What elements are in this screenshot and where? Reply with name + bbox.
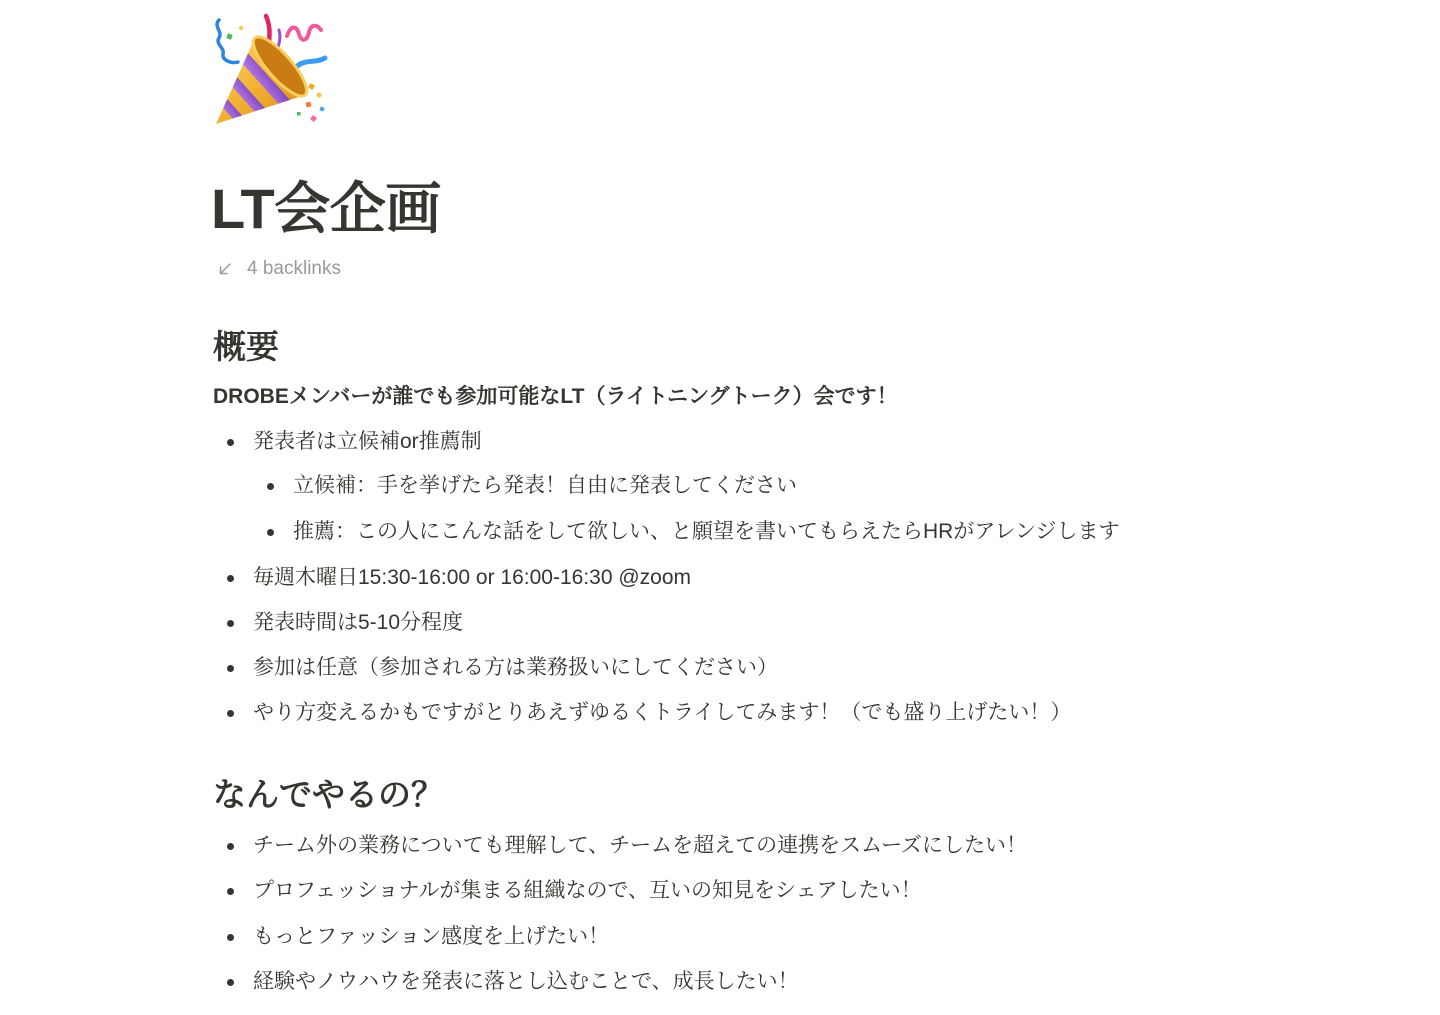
bullet-dot [267, 529, 274, 536]
bullet-dot [227, 575, 234, 582]
bullet-text: 発表時間は5-10分程度 [253, 611, 464, 634]
page-title[interactable]: LT会企画 [211, 177, 441, 240]
overview-lead: DROBEメンバーが誰でも参加可能なLT（ライトニングトーク）会です！ [213, 385, 898, 408]
bullet-text: やり方変えるかもですがとりあえずゆるくトライしてみます！（でも盛り上げたい！） [253, 701, 1072, 724]
bullet-text: チーム外の業務についても理解して、チームを超えての連携をスムーズにしたい！ [253, 834, 1028, 857]
section-heading-overview: 概要 [213, 328, 279, 365]
bullet-dot [227, 843, 234, 850]
bullet-dot [227, 620, 234, 627]
bullet-dot [227, 934, 234, 941]
nested-bullet-item [260, 469, 797, 503]
bullet-dot [267, 483, 274, 490]
bullet-marker [220, 606, 240, 640]
bullet-item [220, 965, 799, 999]
bullet-item [220, 561, 691, 595]
bullet-text: 立候補：手を挙げたら発表！自由に発表してください [293, 474, 797, 497]
bullet-marker [220, 425, 240, 459]
bullet-marker [220, 874, 240, 908]
bullet-item [220, 425, 482, 459]
party-popper-icon[interactable] [211, 12, 331, 132]
bullet-marker [260, 515, 280, 549]
nested-bullet-item [260, 515, 1119, 549]
bullet-marker [260, 469, 280, 503]
bullet-item [220, 874, 922, 908]
bullet-item [220, 606, 463, 640]
arrow-down-left-icon [217, 261, 233, 277]
bullet-marker [220, 920, 240, 954]
bullet-marker [220, 651, 240, 685]
bullet-dot [227, 710, 234, 717]
bullet-dot [227, 439, 234, 446]
bullet-marker [220, 561, 240, 595]
bullet-dot [227, 888, 234, 895]
bullet-dot [227, 979, 234, 986]
bullet-marker [220, 965, 240, 999]
bullet-item [220, 651, 778, 685]
bullet-text: プロフェッショナルが集まる組織なので、互いの知見をシェアしたい！ [253, 879, 922, 902]
bullet-text: 経験やノウハウを発表に落とし込むことで、成長したい！ [253, 970, 799, 993]
bullet-marker [220, 829, 240, 863]
bullet-text: 参加は任意（参加される方は業務扱いにしてください） [253, 656, 778, 679]
bullet-text: 毎週木曜日15:30-16:00 or 16:00-16:30 @zoom [253, 566, 692, 589]
bullet-text: 発表者は立候補or推薦制 [253, 430, 482, 453]
bullet-marker [220, 696, 240, 730]
section-heading-why: なんでやるの？ [213, 776, 444, 813]
backlinks-button[interactable] [217, 255, 341, 283]
bullet-dot [227, 665, 234, 672]
backlinks-label: 4 backlinks [247, 258, 341, 279]
bullet-text: 推薦：この人にこんな話をして欲しい、と願望を書いてもらえたらHRがアレンジします [293, 520, 1120, 543]
bullet-item [220, 829, 1027, 863]
bullet-text: もっとファッション感度を上げたい！ [253, 925, 610, 948]
bullet-item [220, 696, 1071, 730]
bullet-item [220, 920, 609, 954]
